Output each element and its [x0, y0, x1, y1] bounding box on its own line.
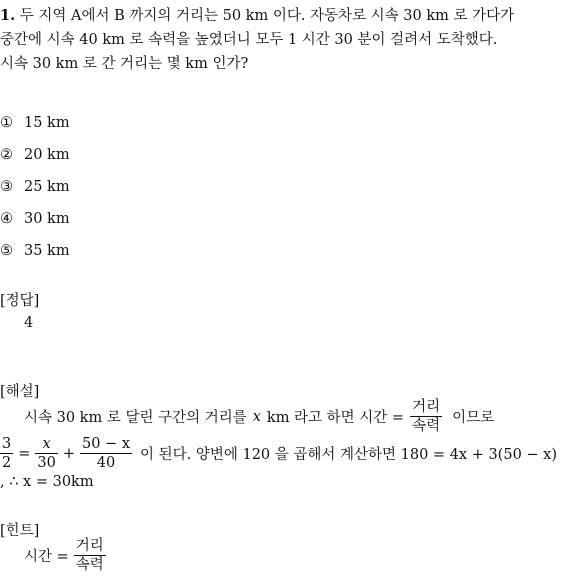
question-text-2: 중간에 시속 40 km 로 속력을 높였더니 모두 1 시간 30 분이 걸려서 도착했다. — [0, 32, 498, 48]
fraction-numerator: 3 — [2, 436, 12, 452]
explanation-label: [해설] — [0, 384, 40, 400]
fraction-numerator: 거리 — [75, 538, 104, 554]
explanation-text-c: 이므로 — [452, 410, 495, 426]
choice-mark: ④ — [0, 211, 13, 227]
choice-3[interactable] — [0, 179, 70, 195]
equation-term-a — [35, 435, 57, 472]
explanation-text-a: 시속 30 km 로 달린 구간의 거리를 — [24, 410, 247, 426]
choice-text: 30 km — [24, 211, 70, 227]
equals-sign: = — [18, 445, 31, 462]
hint-label: [힌트] — [0, 523, 40, 539]
choice-text: 15 km — [24, 115, 70, 131]
fraction-numerator: 50 − x — [82, 436, 130, 452]
choice-text: 20 km — [24, 147, 70, 163]
explanation-text-b: km 라고 하면 시간 = — [266, 410, 405, 426]
choice-5[interactable] — [0, 243, 70, 259]
equation-lhs-fraction — [0, 435, 13, 472]
choice-text: 25 km — [24, 179, 70, 195]
answer-value: 4 — [24, 315, 34, 331]
question-line-1 — [0, 4, 514, 25]
fraction-denominator: 2 — [2, 455, 12, 471]
fraction-denominator: 40 — [96, 455, 116, 471]
explanation-equation — [0, 435, 557, 472]
equation-term-b — [80, 435, 132, 472]
fraction-denominator: 속력 — [412, 418, 441, 434]
question-text-3: 시속 30 km 로 간 거리는 몇 km 인가? — [0, 56, 249, 72]
choice-mark: ⑤ — [0, 243, 13, 259]
choice-mark: ① — [0, 115, 13, 131]
answer-label: [정답] — [0, 293, 40, 309]
choice-1[interactable] — [0, 115, 70, 131]
fraction-numerator: 거리 — [412, 399, 441, 415]
choice-2[interactable] — [0, 147, 70, 163]
question-text-1: 두 지역 A에서 B 까지의 거리는 50 km 이다. 자동차로 시속 30 km 로 가다가 — [19, 8, 515, 24]
choice-mark: ② — [0, 147, 13, 163]
explanation-text-2: 이 된다. 양변에 120 을 곱해서 계산하면 180 = 4x + 3(50 − x) — [140, 447, 557, 463]
fraction-denominator: 속력 — [75, 557, 104, 573]
question-number: 1. — [0, 7, 16, 24]
explanation-text-3: , ∴ x = 30km — [0, 474, 94, 490]
choice-mark: ③ — [0, 179, 13, 195]
explanation-line-1 — [24, 398, 494, 435]
fraction-numerator: x — [35, 435, 57, 454]
choice-text: 35 km — [24, 243, 70, 259]
time-fraction — [410, 398, 442, 435]
hint-lhs: 시간 = — [24, 549, 69, 565]
hint-fraction — [74, 537, 106, 574]
hint-formula — [24, 537, 108, 574]
variable-x: x — [252, 408, 261, 425]
fraction-denominator: 30 — [37, 455, 56, 471]
choice-4[interactable] — [0, 211, 70, 227]
plus-sign: + — [62, 445, 75, 462]
